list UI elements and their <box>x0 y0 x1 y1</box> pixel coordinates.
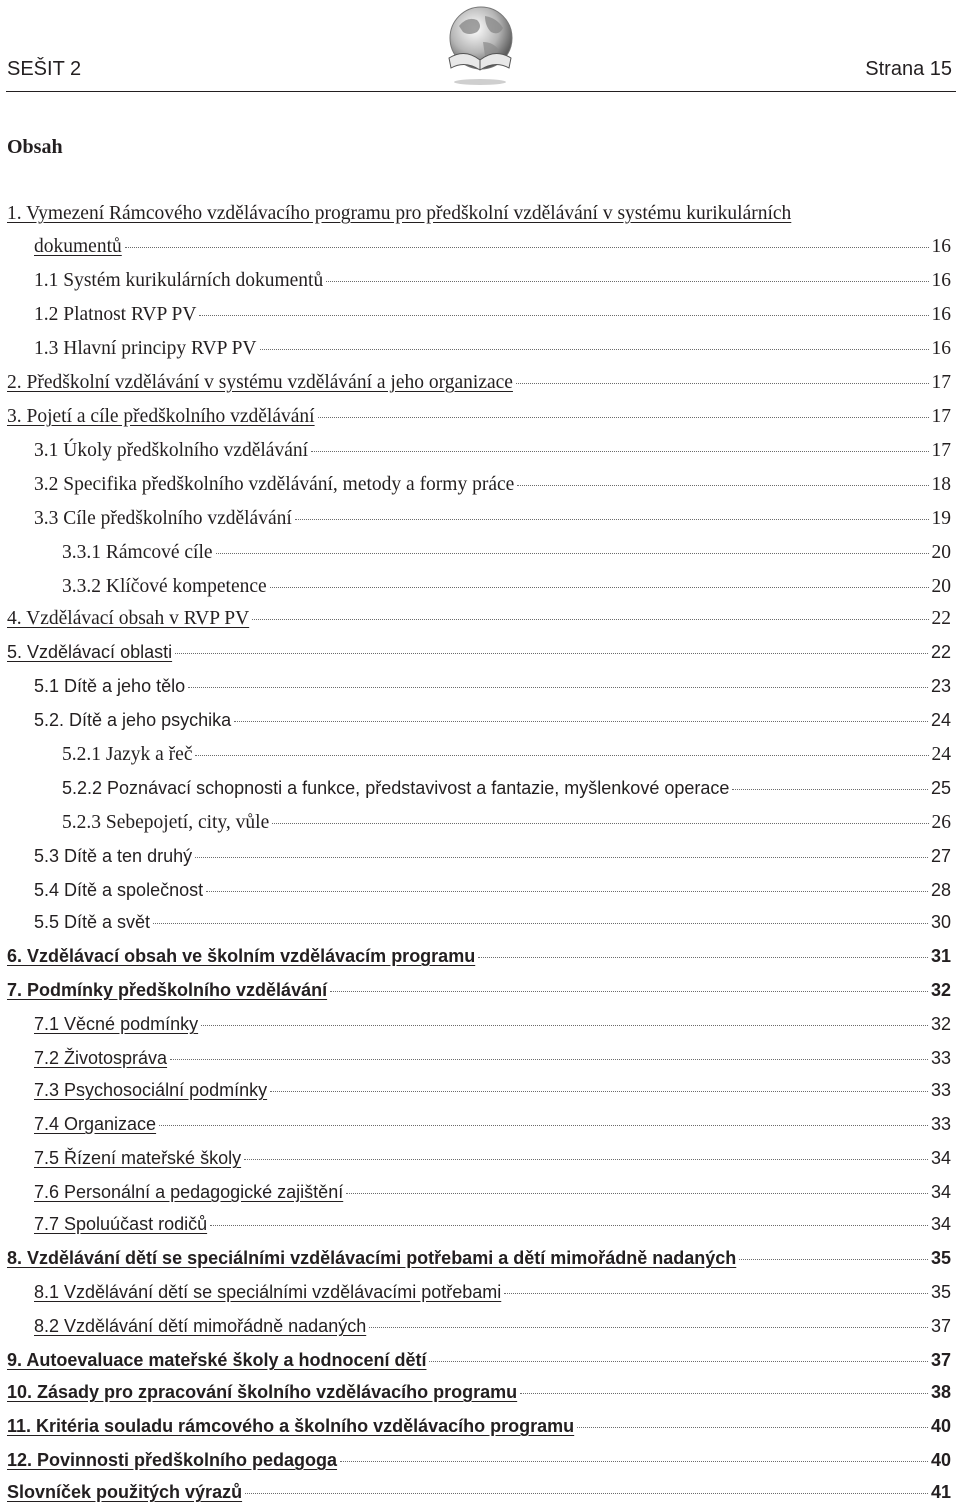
toc-page-number: 34 <box>930 1148 951 1168</box>
toc-entry[interactable] <box>34 1114 951 1142</box>
toc-page-number: 35 <box>930 1248 951 1268</box>
toc-entry[interactable] <box>34 1048 951 1076</box>
dot-leader <box>504 1293 928 1294</box>
toc-page-number: 24 <box>931 744 951 765</box>
toc-entry-text: 5.1 Dítě a jeho tělo <box>34 676 186 696</box>
toc-entry-text: 7. Podmínky předškolního vzdělávání <box>7 980 328 1000</box>
toc-page-number: 37 <box>930 1316 951 1336</box>
toc-entry-text: 3. Pojetí a cíle předškolního vzdělávání <box>7 406 315 427</box>
toc-entry[interactable] <box>34 710 951 738</box>
toc-entry-text: 5.2.1 Jazyk a řeč <box>62 744 193 765</box>
toc-page-number: 33 <box>930 1048 951 1068</box>
toc-entry[interactable] <box>34 236 951 264</box>
toc-entry-text: 5.2. Dítě a jeho psychika <box>34 710 232 730</box>
dot-leader <box>201 1025 928 1026</box>
header-rule <box>6 91 956 92</box>
toc-entry-text: 9. Autoevaluace mateřské školy a hodnocení dětí <box>7 1350 427 1370</box>
toc-page-number: 24 <box>930 710 951 730</box>
toc-page-number: 23 <box>930 676 951 696</box>
dot-leader <box>346 1193 928 1194</box>
toc-entry-text: 1. Vymezení Rámcového vzdělávacího programu pro předškolní vzdělávání v systému kurikulárních <box>7 203 792 224</box>
globe-book-logo-icon <box>443 2 517 86</box>
toc-entry-text: 4. Vzdělávací obsah v RVP PV <box>7 608 250 629</box>
toc-page-number: 17 <box>931 406 951 427</box>
toc-entry-1-line1[interactable] <box>7 203 791 225</box>
toc-entry-text: 7.2 Životospráva <box>34 1048 168 1068</box>
toc-entry[interactable] <box>62 812 951 840</box>
toc-page-number: 27 <box>930 846 951 866</box>
toc-entry[interactable] <box>34 1148 951 1176</box>
dot-leader <box>732 789 928 790</box>
toc-entry-text: 5.3 Dítě a ten druhý <box>34 846 193 866</box>
toc-entry[interactable] <box>34 304 951 332</box>
toc-entry-text: 3.3.1 Rámcové cíle <box>62 542 213 563</box>
toc-entry[interactable] <box>62 542 951 570</box>
dot-leader <box>739 1259 928 1260</box>
toc-entry-text: dokumentů <box>34 236 122 257</box>
toc-entry-text: 5.4 Dítě a společnost <box>34 880 204 900</box>
toc-entry[interactable] <box>7 1350 951 1378</box>
dot-leader <box>260 349 929 350</box>
toc-entry-text: Slovníček použitých výrazů <box>7 1482 243 1502</box>
toc-page-number: 41 <box>930 1482 951 1502</box>
toc-entry[interactable] <box>7 1416 951 1444</box>
dot-leader <box>175 653 928 654</box>
dot-leader <box>195 857 928 858</box>
toc-entry-text: 7.6 Personální a pedagogické zajištění <box>34 1182 344 1202</box>
toc-entry[interactable] <box>34 846 951 874</box>
booklet-label: SEŠIT 2 <box>7 58 82 80</box>
toc-entry[interactable] <box>34 1182 951 1210</box>
dot-leader <box>125 247 929 248</box>
toc-entry[interactable] <box>62 778 951 806</box>
toc-entry-text: 2. Předškolní vzdělávání v systému vzdělávání a jeho organizace <box>7 372 513 393</box>
toc-entry[interactable] <box>34 1080 951 1108</box>
dot-leader <box>270 587 929 588</box>
dot-leader <box>170 1059 928 1060</box>
toc-page-number: 18 <box>931 474 951 495</box>
dot-leader <box>244 1159 928 1160</box>
toc-entry-text: 1.2 Platnost RVP PV <box>34 304 197 325</box>
toc-entry-text: 1.3 Hlavní principy RVP PV <box>34 338 257 359</box>
toc-entry-text: 5.2.3 Sebepojetí, city, vůle <box>62 812 270 833</box>
toc-entry-text: 1.1 Systém kurikulárních dokumentů <box>34 270 324 291</box>
dot-leader <box>245 1493 928 1494</box>
dot-leader <box>340 1461 928 1462</box>
toc-page-number: 20 <box>931 576 951 597</box>
toc-entry-text: 12. Povinnosti předškolního pedagoga <box>7 1450 338 1470</box>
toc-page-number: 16 <box>931 270 951 291</box>
dot-leader <box>478 957 928 958</box>
dot-leader <box>195 755 928 756</box>
toc-entry[interactable] <box>34 912 951 940</box>
dot-leader <box>199 315 928 316</box>
toc-page-number: 31 <box>930 946 951 966</box>
toc-page-number: 22 <box>930 642 951 662</box>
toc-page-number: 16 <box>931 338 951 359</box>
page-number: Strana 15 <box>865 58 952 80</box>
dot-leader <box>577 1427 928 1428</box>
toc-page-number: 40 <box>930 1416 951 1436</box>
page-title: Obsah <box>7 136 63 158</box>
toc-page-number: 30 <box>930 912 951 932</box>
toc-page-number: 16 <box>931 236 951 257</box>
toc-entry[interactable] <box>62 576 951 604</box>
toc-entry[interactable] <box>34 270 951 298</box>
toc-page-number: 26 <box>931 812 951 833</box>
toc-entry-text: 10. Zásady pro zpracování školního vzdělávacího programu <box>7 1382 518 1402</box>
toc-entry-text: 3.1 Úkoly předškolního vzdělávání <box>34 440 309 461</box>
dot-leader <box>206 891 928 892</box>
toc-entry[interactable] <box>34 338 951 366</box>
toc-page-number: 17 <box>931 440 951 461</box>
toc-entry[interactable] <box>34 1316 951 1344</box>
dot-leader <box>270 1091 928 1092</box>
dot-leader <box>159 1125 928 1126</box>
toc-entry[interactable] <box>34 1214 951 1242</box>
toc-page-number: 16 <box>931 304 951 325</box>
toc-entry-text: 7.5 Řízení mateřské školy <box>34 1148 242 1168</box>
toc-entry[interactable] <box>34 1282 951 1310</box>
toc-entry[interactable] <box>34 1014 951 1042</box>
toc-entry[interactable] <box>34 508 951 536</box>
toc-entry-text: 8.1 Vzdělávání dětí se speciálními vzdělávacími potřebami <box>34 1282 502 1302</box>
toc-page-number: 28 <box>930 880 951 900</box>
toc-page-number: 34 <box>930 1182 951 1202</box>
toc-entry[interactable] <box>7 1450 951 1478</box>
dot-leader <box>330 991 928 992</box>
toc-entry[interactable] <box>7 642 951 670</box>
toc-page-number: 38 <box>930 1382 951 1402</box>
toc-entry[interactable] <box>34 440 951 468</box>
toc-entry[interactable] <box>7 406 951 434</box>
dot-leader <box>234 721 928 722</box>
toc-page-number: 17 <box>931 372 951 393</box>
dot-leader <box>318 417 929 418</box>
toc-entry-text: 3.3 Cíle předškolního vzdělávání <box>34 508 292 529</box>
toc-entry[interactable] <box>7 1482 951 1510</box>
toc-page-number: 25 <box>930 778 951 798</box>
toc-entry-text: 7.1 Věcné podmínky <box>34 1014 199 1034</box>
toc-entry-text: 5. Vzdělávací oblasti <box>7 642 173 662</box>
toc-entry[interactable] <box>34 474 951 502</box>
toc-entry[interactable] <box>7 372 951 400</box>
dot-leader <box>210 1225 928 1226</box>
dot-leader <box>311 451 928 452</box>
dot-leader <box>295 519 929 520</box>
toc-page-number: 19 <box>931 508 951 529</box>
toc-entry-text: 11. Kritéria souladu rámcového a školního vzdělávacího programu <box>7 1416 575 1436</box>
dot-leader <box>272 823 928 824</box>
dot-leader <box>216 553 929 554</box>
toc-entry-text: 8. Vzdělávání dětí se speciálními vzdělávacími potřebami a dětí mimořádně nadaných <box>7 1248 737 1268</box>
dot-leader <box>252 619 928 620</box>
toc-entry[interactable] <box>7 980 951 1008</box>
dot-leader <box>188 687 928 688</box>
toc-page-number: 34 <box>930 1214 951 1234</box>
toc-page-number: 35 <box>930 1282 951 1302</box>
toc-entry[interactable] <box>34 880 951 908</box>
dot-leader <box>369 1327 928 1328</box>
toc-entry[interactable] <box>7 608 951 636</box>
toc-entry-text: 3.2 Specifika předškolního vzdělávání, metody a formy práce <box>34 474 515 495</box>
toc-page-number: 32 <box>930 980 951 1000</box>
page-header <box>0 0 960 92</box>
toc-entry[interactable] <box>34 676 951 704</box>
toc-entry[interactable] <box>62 744 951 772</box>
dot-leader <box>517 485 928 486</box>
dot-leader <box>520 1393 928 1394</box>
toc-entry[interactable] <box>7 1382 951 1410</box>
toc-entry[interactable] <box>7 1248 951 1276</box>
toc-entry-text: 7.4 Organizace <box>34 1114 157 1134</box>
dot-leader <box>326 281 928 282</box>
toc-page-number: 20 <box>931 542 951 563</box>
toc-entry-text: 5.5 Dítě a svět <box>34 912 151 932</box>
dot-leader <box>516 383 929 384</box>
toc-entry-text: 6. Vzdělávací obsah ve školním vzdělávacím programu <box>7 946 476 966</box>
toc-entry[interactable] <box>7 946 951 974</box>
dot-leader <box>153 923 928 924</box>
toc-entry-text: 3.3.2 Klíčové kompetence <box>62 576 267 597</box>
toc-page-number: 33 <box>930 1080 951 1100</box>
toc-entry-text: 8.2 Vzdělávání dětí mimořádně nadaných <box>34 1316 367 1336</box>
toc-entry-text: 7.7 Spoluúčast rodičů <box>34 1214 208 1234</box>
toc-page-number: 33 <box>930 1114 951 1134</box>
toc-page-number: 40 <box>930 1450 951 1470</box>
toc-page-number: 37 <box>930 1350 951 1370</box>
toc-entry-text: 7.3 Psychosociální podmínky <box>34 1080 268 1100</box>
dot-leader <box>429 1361 927 1362</box>
toc-page-number: 32 <box>930 1014 951 1034</box>
toc-entry-text: 5.2.2 Poznávací schopnosti a funkce, představivost a fantazie, myšlenkové operace <box>62 778 730 798</box>
toc-page-number: 22 <box>931 608 951 629</box>
